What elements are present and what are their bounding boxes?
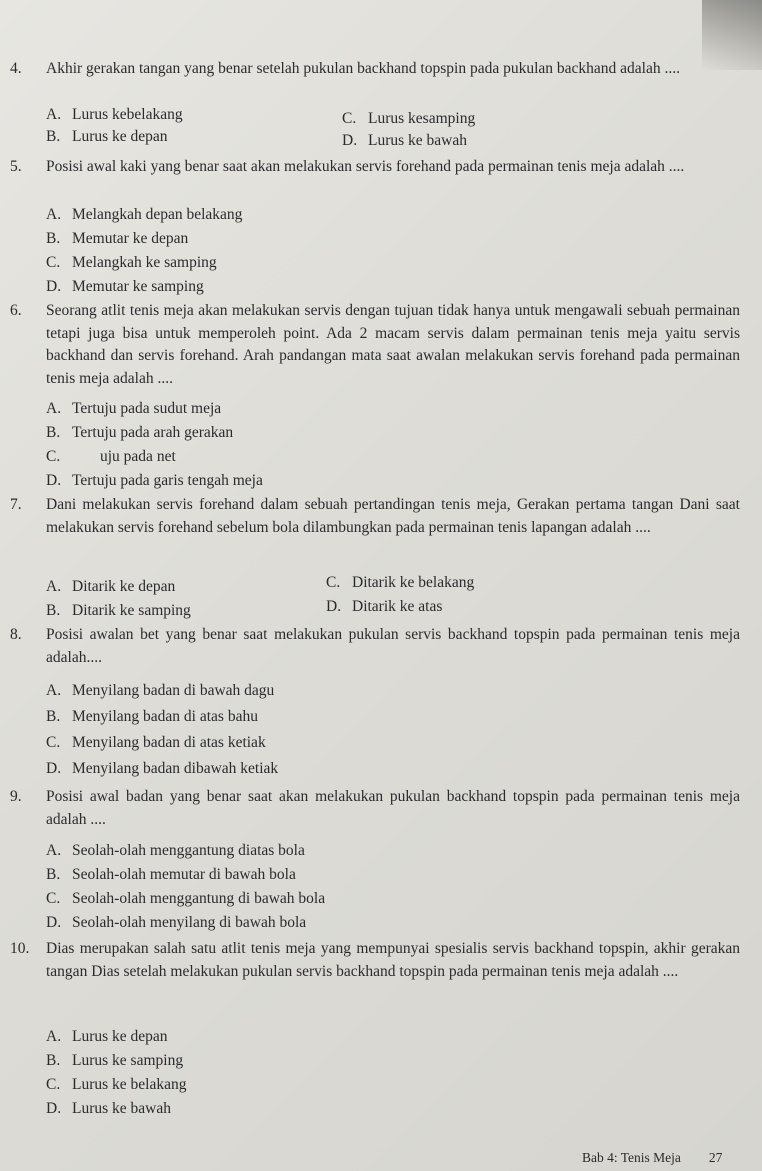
option-5c[interactable]: C. Melangkah ke samping [46, 254, 217, 271]
question-number: 8. [10, 626, 22, 643]
question-stem: Dani melakukan servis forehand dalam sebuah pertandingan tenis meja, Gerakan pertama tangan Dani saat melakukan servis forehand sebelum bola dilambungkan pada permainan tenis lapangan adalah .... [46, 496, 740, 536]
question-7 [10, 494, 740, 539]
option-5a[interactable]: A. Melangkah depan belakang [46, 206, 243, 223]
option-10d[interactable]: D. Lurus ke bawah [46, 1100, 171, 1117]
question-number: 10. [10, 940, 30, 957]
option-9c[interactable]: C. Seolah-olah menggantung di bawah bola [46, 890, 326, 907]
option-8c[interactable]: C. Menyilang badan di atas ketiak [46, 734, 266, 751]
question-number: 7. [10, 496, 22, 513]
option-5d[interactable]: D. Memutar ke samping [46, 278, 204, 295]
option-9b[interactable]: B. Seolah-olah memutar di bawah bola [46, 866, 296, 883]
question-10 [10, 938, 740, 983]
option-6d[interactable]: D. Tertuju pada garis tengah meja [46, 472, 263, 489]
option-4c[interactable]: C. Lurus kesamping [342, 110, 476, 127]
option-7a[interactable]: A. Ditarik ke depan [46, 578, 176, 595]
option-4a[interactable]: A. Lurus kebelakang [46, 106, 183, 123]
option-10b[interactable]: B. Lurus ke samping [46, 1052, 184, 1069]
option-7d[interactable]: D. Ditarik ke atas [326, 598, 443, 615]
question-stem: Posisi awal badan yang benar saat akan melakukan pukulan backhand topspin pada permainan tenis meja adalah .... [46, 788, 740, 828]
option-10c[interactable]: C. Lurus ke belakang [46, 1076, 187, 1093]
question-number: 9. [10, 788, 22, 805]
option-9d[interactable]: D. Seolah-olah menyilang di bawah bola [46, 914, 307, 931]
option-8d[interactable]: D. Menyilang badan dibawah ketiak [46, 760, 279, 777]
option-10a[interactable]: A. Lurus ke depan [46, 1028, 168, 1045]
question-5 [10, 156, 740, 179]
option-7c[interactable]: C. Ditarik ke belakang [326, 574, 475, 591]
question-stem: Posisi awal kaki yang benar saat akan melakukan servis forehand pada permainan tenis meja adalah .... [46, 158, 685, 175]
question-number: 5. [10, 158, 22, 175]
question-number: 4. [10, 60, 22, 77]
option-8a[interactable]: A. Menyilang badan di bawah dagu [46, 682, 275, 699]
question-9 [10, 786, 740, 831]
page-footer [582, 1150, 722, 1166]
question-4 [10, 58, 740, 81]
option-4d[interactable]: D. Lurus ke bawah [342, 132, 467, 149]
option-6a[interactable]: A. Tertuju pada sudut meja [46, 400, 222, 417]
option-9a[interactable]: A. Seolah-olah menggantung diatas bola [46, 842, 305, 859]
question-stem: Seorang atlit tenis meja akan melakukan servis dengan tujuan tidak hanya untuk mengawali sebuah permainan tetapi juga bisa untuk memperoleh point. Ada 2 macam servis dalam permainan tenis meja yaitu servis backhand dan servis forehand. Arah pandangan mata saat awalan melakukan servis forehand pada permainan tenis meja adalah .... [46, 302, 740, 387]
option-6b[interactable]: B. Tertuju pada arah gerakan [46, 424, 234, 441]
chapter-label: Bab 4: Tenis Meja [582, 1150, 681, 1165]
page-number: 27 [708, 1150, 723, 1165]
question-number: 6. [10, 302, 22, 319]
question-stem: Posisi awalan bet yang benar saat melakukan pukulan servis backhand topspin pada permainan tenis meja adalah.... [46, 626, 740, 666]
option-8b[interactable]: B. Menyilang badan di atas bahu [46, 708, 258, 725]
question-8 [10, 624, 740, 669]
question-6 [10, 300, 740, 390]
question-stem: Akhir gerakan tangan yang benar setelah pukulan backhand topspin pada pukulan backhand adalah .... [46, 60, 680, 77]
option-4b[interactable]: B. Lurus ke depan [46, 128, 168, 145]
option-6c[interactable]: C. uju pada net [46, 448, 176, 465]
option-5b[interactable]: B. Memutar ke depan [46, 230, 189, 247]
question-stem: Dias merupakan salah satu atlit tenis meja yang mempunyai spesialis servis backhand topspin, akhir gerakan tangan Dias setelah melakukan pukulan servis backhand topspin pada permainan tenis meja adalah .... [46, 940, 740, 980]
option-7b[interactable]: B. Ditarik ke samping [46, 602, 191, 619]
